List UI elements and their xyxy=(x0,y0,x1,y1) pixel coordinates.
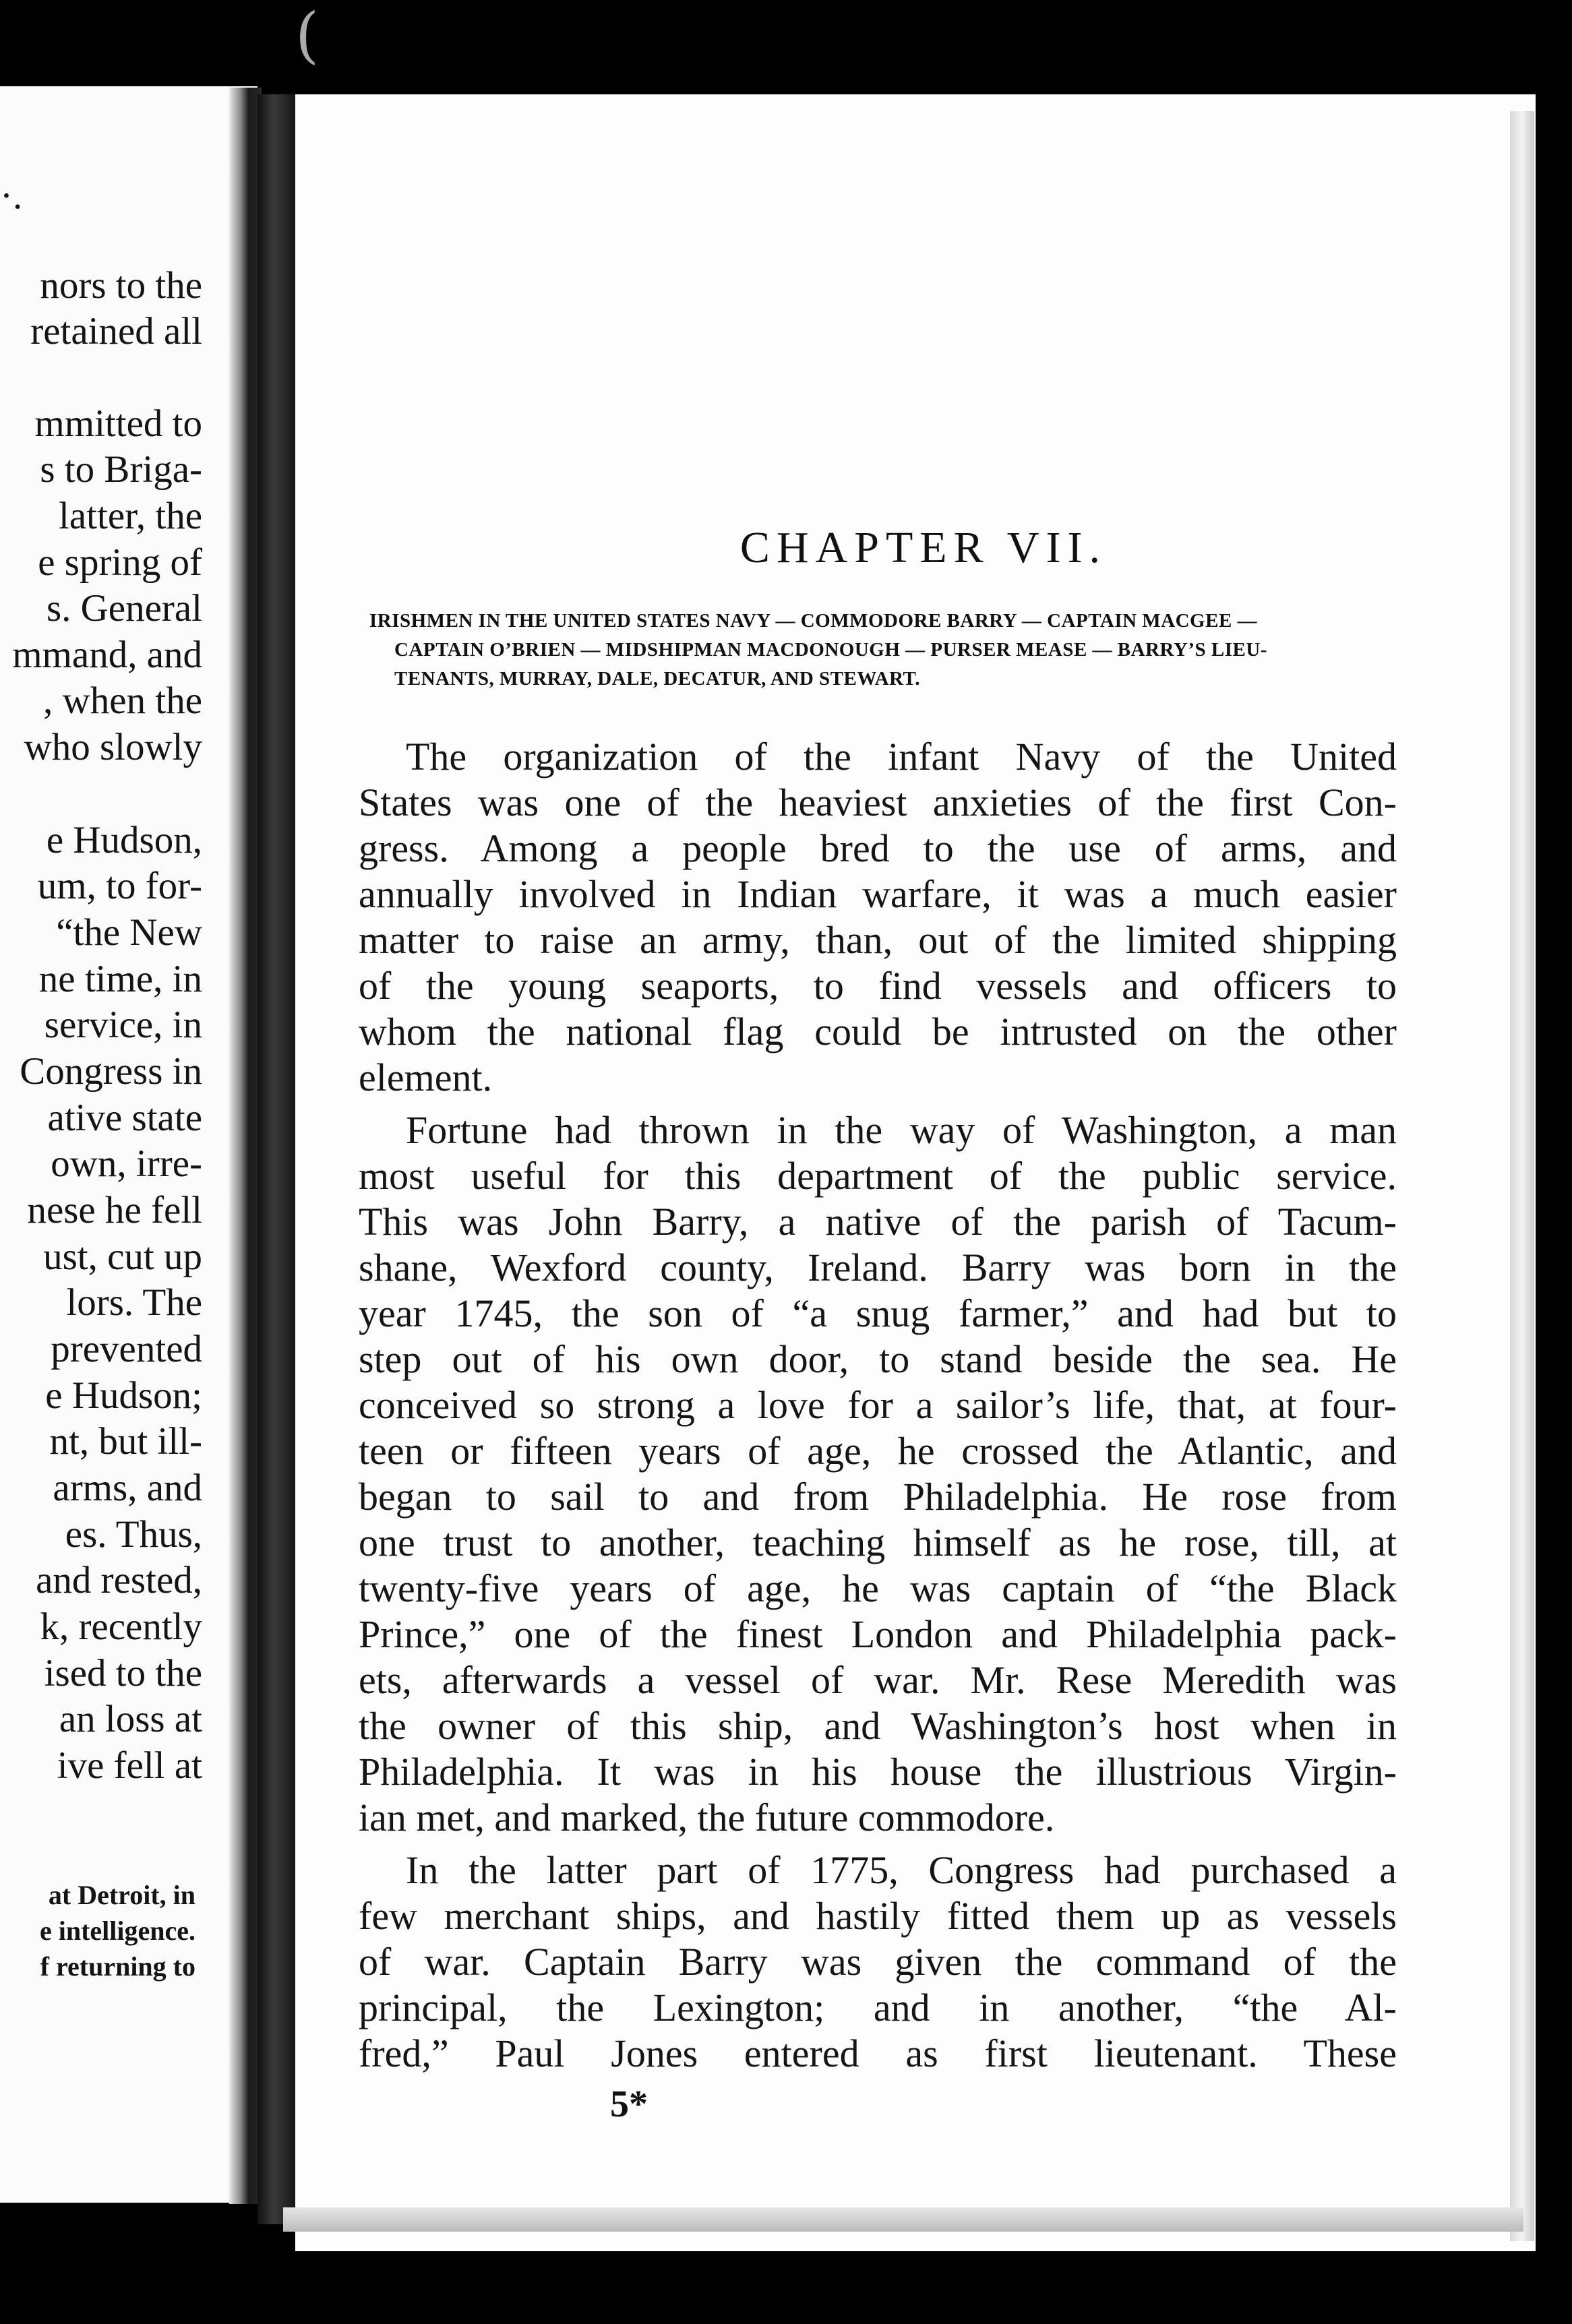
left-fragment-line: k, recently xyxy=(40,1606,202,1648)
chapter-synopsis-line: CAPTAIN O’BRIEN — MIDSHIPMAN MACDONOUGH — PURSER MEASE — BARRY’S LIEU- xyxy=(394,639,1267,661)
body-line: principal, the Lexington; and in another, “the Al- xyxy=(359,1986,1397,2029)
left-fragment-line: arms, and xyxy=(53,1467,202,1509)
left-footnote-line: f returning to xyxy=(40,1951,195,1982)
body-line: began to sail to and from Philadelphia. He rose from xyxy=(359,1475,1397,1519)
body-line: Philadelphia. It was in his house the illustrious Virgin- xyxy=(359,1750,1397,1794)
left-fragment-line: nese he fell xyxy=(27,1189,202,1231)
body-line: In the latter part of 1775, Congress had purchased a xyxy=(406,1848,1397,1892)
chapter-synopsis-line: IRISHMEN IN THE UNITED STATES NAVY — COMMODORE BARRY — CAPTAIN MACGEE — xyxy=(369,610,1258,632)
chapter-title: CHAPTER VII. xyxy=(739,523,1108,572)
page-bottom-edge xyxy=(283,2207,1523,2232)
left-fragment-line: nt, but ill- xyxy=(49,1420,202,1463)
left-fragment-line: nors to the xyxy=(40,264,202,307)
body-line: twenty-five years of age, he was captain of “the Black xyxy=(359,1566,1397,1610)
body-line: whom the national flag could be intrusted on the other xyxy=(359,1010,1397,1053)
body-line: This was John Barry, a native of the parish of Tacum- xyxy=(359,1200,1397,1244)
left-fragment-line: ·. xyxy=(0,175,23,217)
left-fragment-line: prevented xyxy=(51,1328,202,1370)
page-edge xyxy=(1510,111,1534,2241)
body-line: one trust to another, teaching himself as he rose, till, at xyxy=(359,1521,1397,1564)
body-line: gress. Among a people bred to the use of arms, and xyxy=(359,826,1397,870)
left-fragment-line: mmitted to xyxy=(34,402,202,445)
left-fragment-line: lors. The xyxy=(66,1281,202,1324)
margin-bracket-mark: ( xyxy=(295,0,320,71)
left-fragment-line: s. General xyxy=(46,587,202,630)
body-line: The organization of the infant Navy of the United xyxy=(406,735,1397,778)
body-line: ian met, and marked, the future commodore. xyxy=(359,1796,1055,1839)
left-fragment-line: an loss at xyxy=(59,1698,202,1740)
body-line: fred,” Paul Jones entered as first lieutenant. These xyxy=(359,2031,1397,2075)
left-fragment-line: “the New xyxy=(56,911,202,954)
body-line: Fortune had thrown in the way of Washington, a man xyxy=(406,1108,1397,1152)
body-line: the owner of this ship, and Washington’s host when in xyxy=(359,1704,1397,1748)
body-line: element. xyxy=(359,1056,493,1099)
body-line: shane, Wexford county, Ireland. Barry was born in the xyxy=(359,1246,1397,1289)
left-fragment-line: es. Thus, xyxy=(65,1513,202,1556)
left-footnote-line: e intelligence. xyxy=(39,1916,195,1946)
left-fragment-line: e spring of xyxy=(38,541,202,584)
book-gutter xyxy=(258,94,298,2224)
left-fragment-line: who slowly xyxy=(24,726,202,768)
left-fragment-line: own, irre- xyxy=(51,1142,202,1185)
body-line: few merchant ships, and hastily fitted them up as vessels xyxy=(359,1894,1397,1938)
left-page-curl xyxy=(229,88,262,2204)
body-line: most useful for this department of the public service. xyxy=(359,1154,1397,1198)
left-footnote-line: at Detroit, in xyxy=(48,1880,195,1910)
left-fragment-line: ised to the xyxy=(44,1652,202,1694)
body-line: States was one of the heaviest anxieties of the first Con- xyxy=(359,781,1397,824)
left-fragment-line: retained all xyxy=(30,310,202,353)
left-fragment-line: service, in xyxy=(44,1004,202,1046)
body-line: conceived so strong a love for a sailor’s life, that, at four- xyxy=(359,1383,1397,1427)
chapter-synopsis-line: TENANTS, MURRAY, DALE, DECATUR, AND STEWART. xyxy=(394,668,920,690)
left-fragment-line: mmand, and xyxy=(12,634,202,676)
left-fragment-line: and rested, xyxy=(36,1559,202,1601)
body-line: year 1745, the son of “a snug farmer,” and had but to xyxy=(359,1291,1397,1335)
left-fragment-line: ive fell at xyxy=(57,1744,202,1787)
left-fragment-line: s to Briga- xyxy=(40,448,202,491)
body-line: of the young seaports, to find vessels and officers to xyxy=(359,964,1397,1008)
left-fragment-line: , when the xyxy=(43,679,202,722)
body-line: teen or fifteen years of age, he crossed the Atlantic, and xyxy=(359,1429,1397,1473)
body-line: Prince,” one of the finest London and Philadelphia pack- xyxy=(359,1612,1397,1656)
left-fragment-line: Congress in xyxy=(20,1050,202,1093)
body-line: matter to raise an army, than, out of the limited shipping xyxy=(359,918,1397,962)
body-line: annually involved in Indian warfare, it was a much easier xyxy=(359,872,1397,916)
left-fragment-line: e Hudson; xyxy=(45,1374,202,1417)
body-line: step out of his own door, to stand beside the sea. He xyxy=(359,1337,1397,1381)
body-line: ets, afterwards a vessel of war. Mr. Rese Meredith was xyxy=(359,1658,1397,1702)
left-fragment-line: e Hudson, xyxy=(46,819,202,861)
left-fragment-line: ne time, in xyxy=(38,958,202,1000)
page-folio: 5* xyxy=(610,2083,648,2125)
body-line: of war. Captain Barry was given the command of the xyxy=(359,1940,1397,1984)
left-fragment-line: ative state xyxy=(47,1097,202,1139)
left-fragment-line: latter, the xyxy=(59,495,202,537)
left-fragment-line: ust, cut up xyxy=(43,1235,202,1278)
left-fragment-line: um, to for- xyxy=(37,865,202,907)
